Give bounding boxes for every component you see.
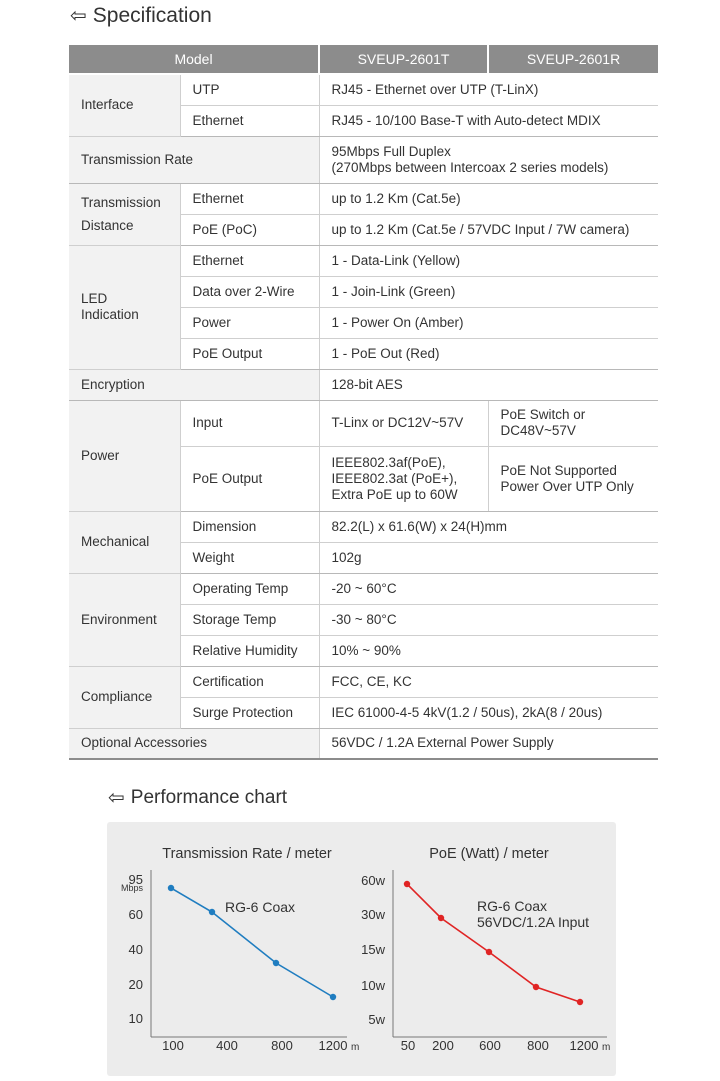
row-led-ethernet-value: 1 - Data-Link (Yellow) (319, 245, 658, 276)
rate-chart-data-point (273, 960, 279, 966)
row-led-power-label: Power (180, 307, 319, 338)
rate-chart-annotation: RG-6 Coax (225, 899, 296, 915)
input-r-line-2: DC48V~57V (500, 423, 576, 438)
row-storage-temp-label: Storage Temp (180, 604, 319, 635)
poe-chart-x-tick-label: 1200 (569, 1038, 599, 1053)
poe-chart-y-tick-label: 30w (361, 907, 385, 922)
row-encryption-value: 128-bit AES (319, 369, 658, 400)
rate-chart-y-tick-label: 60 (128, 907, 143, 922)
rate-chart-x-unit: m (351, 1042, 360, 1053)
rate-chart-y-tick-label: 95 (128, 872, 143, 887)
row-power-poe-label: PoE Output (180, 446, 319, 511)
row-power-poe-t (319, 446, 488, 511)
poe-chart-data-point (404, 881, 410, 887)
rate-chart-data-point (330, 994, 336, 1000)
poe-chart-x-tick-label: 50 (400, 1038, 416, 1053)
row-interface-ethernet-label: Ethernet (180, 105, 319, 136)
rate-line-2: (270Mbps between Intercoax 2 series models) (331, 159, 609, 175)
row-led-ethernet-label: Ethernet (180, 245, 319, 276)
row-weight-label: Weight (180, 542, 319, 573)
performance-chart-panel (107, 822, 616, 1076)
row-surge-value: IEC 61000-4-5 4kV(1.2 / 50us), 2kA(8 / 20us) (319, 697, 658, 728)
row-utp-value: RJ45 - Ethernet over UTP (T-LinX) (319, 74, 658, 105)
row-power-input-t: T-Linx or DC12V~57V (319, 400, 488, 446)
rate-chart-x-tick-label: 1200 (318, 1038, 348, 1053)
poe-chart-annotation-2: 56VDC/1.2A Input (477, 914, 590, 930)
poe-r-line-1: PoE Not Supported (500, 462, 617, 478)
row-operating-temp-label: Operating Temp (180, 573, 319, 604)
row-transmission-rate-value (319, 136, 658, 183)
specification-table (69, 45, 658, 760)
header-model: Model (69, 45, 319, 74)
rate-chart-x-tick-label: 800 (271, 1038, 293, 1053)
poe-chart-data-point (577, 999, 583, 1005)
poe-t-line-3: Extra PoE up to 60W (331, 486, 458, 502)
row-humidity-label: Relative Humidity (180, 635, 319, 666)
group-transmission-distance (69, 183, 180, 245)
row-surge-label: Surge Protection (180, 697, 319, 728)
poe-chart-x-unit: m (602, 1042, 611, 1053)
rate-chart-y-tick-label: 20 (128, 977, 143, 992)
poe-r-line-2: Power Over UTP Only (500, 478, 634, 494)
rate-chart-data-point (209, 909, 215, 915)
performance-title-text: Performance chart (130, 786, 288, 808)
poe-chart-y-tick-label: 15w (361, 942, 385, 957)
row-power-poe-r (488, 446, 658, 511)
row-operating-temp-value: -20 ~ 60°C (319, 573, 658, 604)
spec-title-text: Specification (92, 3, 212, 27)
row-led-poe-value: 1 - PoE Out (Red) (319, 338, 658, 369)
arrow-left-icon: ⇦ (108, 787, 125, 809)
performance-charts-svg (107, 822, 616, 1076)
distance-label-2: Distance (81, 218, 134, 233)
row-certification-label: Certification (180, 666, 319, 697)
rate-chart-y-tick-label: 40 (128, 942, 143, 957)
header-sveup-2601r: SVEUP-2601R (488, 45, 658, 74)
row-led-d2w-label: Data over 2-Wire (180, 276, 319, 307)
row-humidity-value: 10% ~ 90% (319, 635, 658, 666)
rate-chart-y-unit: Mbps (120, 883, 143, 893)
group-led-indication (69, 245, 180, 369)
rate-chart-x-tick-label: 400 (216, 1038, 238, 1053)
row-distance-poe-label: PoE (PoC) (180, 214, 319, 245)
poe-chart-annotation-1: RG-6 Coax (477, 898, 548, 914)
distance-label-1: Transmission (81, 195, 161, 210)
poe-chart-data-point (438, 915, 444, 921)
row-power-input-r (488, 400, 658, 446)
row-certification-value: FCC, CE, KC (319, 666, 658, 697)
row-accessories-value: 56VDC / 1.2A External Power Supply (319, 728, 658, 759)
row-led-d2w-value: 1 - Join-Link (Green) (319, 276, 658, 307)
row-interface-ethernet-value: RJ45 - 10/100 Base-T with Auto-detect MDIX (319, 105, 658, 136)
led-label-2: Indication (81, 307, 139, 322)
poe-chart-x-tick-label: 200 (432, 1038, 454, 1053)
poe-chart-x-tick-label: 800 (527, 1038, 549, 1053)
spec-section-title (70, 3, 212, 28)
group-power: Power (69, 400, 180, 511)
group-optional-accessories: Optional Accessories (69, 728, 319, 759)
group-interface: Interface (69, 74, 180, 136)
poe-chart-data-point (533, 984, 539, 990)
rate-chart-y-tick-label: 10 (128, 1011, 143, 1026)
row-distance-ethernet-label: Ethernet (180, 183, 319, 214)
poe-chart-y-tick-label: 10w (361, 978, 385, 993)
group-compliance: Compliance (69, 666, 180, 728)
row-distance-poe-value: up to 1.2 Km (Cat.5e / 57VDC Input / 7W camera) (319, 214, 658, 245)
group-environment: Environment (69, 573, 180, 666)
poe-t-line-1: IEEE802.3af(PoE), (331, 454, 446, 470)
group-encryption: Encryption (69, 369, 319, 400)
performance-section-title (108, 785, 287, 810)
row-utp-label: UTP (180, 74, 319, 105)
led-label-1: LED (81, 291, 108, 306)
poe-t-line-2: IEEE802.3at (PoE+), (331, 470, 458, 486)
group-transmission-rate: Transmission Rate (69, 136, 319, 183)
header-sveup-2601t: SVEUP-2601T (319, 45, 488, 74)
poe-chart-title: PoE (Watt) / meter (429, 846, 549, 862)
row-weight-value: 102g (319, 542, 658, 573)
rate-chart-data-point (168, 885, 174, 891)
poe-chart-data-point (486, 949, 492, 955)
poe-chart-y-tick-label: 60w (361, 873, 385, 888)
row-power-input-label: Input (180, 400, 319, 446)
input-r-line-1: PoE Switch or (500, 407, 586, 422)
rate-line-1: 95Mbps Full Duplex (331, 143, 451, 159)
poe-chart-y-tick-label: 5w (368, 1012, 385, 1027)
rate-chart-title: Transmission Rate / meter (162, 846, 332, 862)
row-dimension-label: Dimension (180, 511, 319, 542)
row-led-power-value: 1 - Power On (Amber) (319, 307, 658, 338)
row-dimension-value: 82.2(L) x 61.6(W) x 24(H)mm (319, 511, 658, 542)
rate-chart-x-tick-label: 100 (162, 1038, 184, 1053)
arrow-left-icon: ⇦ (70, 5, 87, 27)
group-mechanical: Mechanical (69, 511, 180, 573)
row-distance-ethernet-value: up to 1.2 Km (Cat.5e) (319, 183, 658, 214)
poe-chart-x-tick-label: 600 (479, 1038, 501, 1053)
row-storage-temp-value: -30 ~ 80°C (319, 604, 658, 635)
row-led-poe-label: PoE Output (180, 338, 319, 369)
